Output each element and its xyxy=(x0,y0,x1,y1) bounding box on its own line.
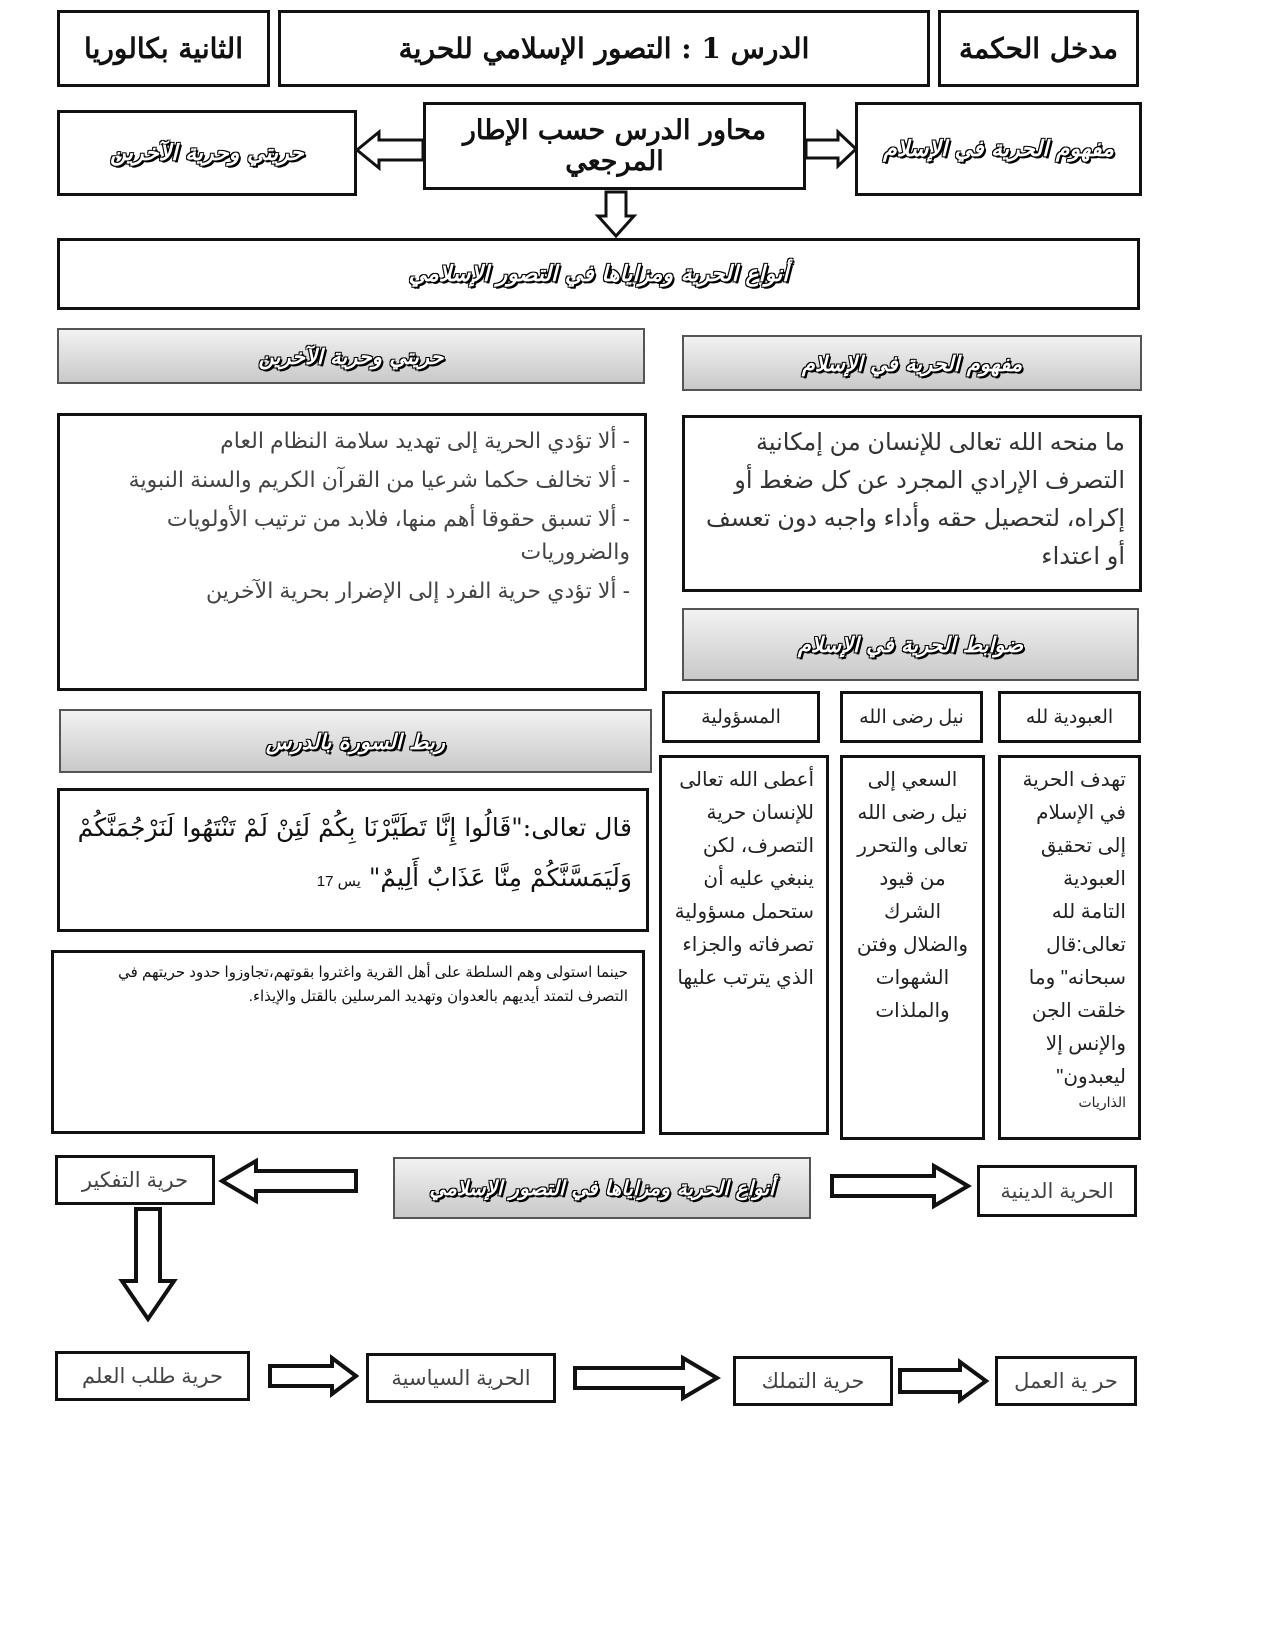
axes-center-box xyxy=(423,102,806,190)
verse-text: قَالُوا إِنَّا تَطَيَّرْنَا بِكُمْ لَئِنْ لَمْ تَنْتَهُوا لَنَرْجُمَنَّكُمْ وَلَيَمَسَّنَّكُمْ مِنَّا عَذَابٌ أَلِيمٌ xyxy=(77,813,632,892)
others-condition-4: - ألا تؤدي حرية الفرد إلى الإضرار بحرية الآخرين xyxy=(206,578,630,603)
lesson-title-box xyxy=(278,10,930,87)
others-header-label: حريتي وحرية الآخرين xyxy=(258,343,444,369)
arrow-left-icon xyxy=(355,130,425,170)
concept-definition-box xyxy=(682,415,1142,592)
verse-close: " xyxy=(368,863,381,892)
concept-header xyxy=(682,335,1142,391)
arrow-down-icon xyxy=(596,190,636,238)
control-source: الذاريات xyxy=(1078,1094,1126,1110)
type-thinking-label: حرية التفكير xyxy=(81,1168,189,1192)
arrow-to-thinking-icon xyxy=(218,1159,358,1203)
type-work xyxy=(995,1356,1137,1406)
axis-concept-box xyxy=(855,102,1142,196)
unit-label: مدخل الحكمة xyxy=(959,32,1119,65)
control-text-pleasure xyxy=(840,755,985,1140)
axis-types-box xyxy=(57,238,1140,310)
type-ownership xyxy=(733,1356,893,1406)
arrow-ownership-work-icon xyxy=(898,1360,990,1402)
control-text-responsibility xyxy=(659,755,829,1135)
verse-reference: يس 17 xyxy=(316,873,361,890)
axis-types-label: أنواع الحرية ومزاياها في التصور الإسلامي xyxy=(408,261,789,287)
control-text-worship-body: تهدف الحرية في الإسلام إلى تحقيق العبودية التامة لله تعالى:قال سبحانه" وما خلقت الجن والإنس إلا ليعبدون" xyxy=(1022,769,1126,1088)
type-ownership-label: حرية التملك xyxy=(761,1369,865,1393)
arrow-down-thinking-icon xyxy=(120,1207,176,1321)
type-knowledge xyxy=(55,1351,250,1401)
control-label-responsibility-text: المسؤولية xyxy=(701,706,781,728)
control-label-worship xyxy=(998,691,1141,743)
concept-definition: ما منحه الله تعالى للإنسان من إمكانية التصرف الإرادي المجرد عن كل ضغط أو إكراه، لتحصيل حقه وأداء واجبه دون تعسف أو اعتداء xyxy=(706,429,1125,570)
control-label-pleasure-text: نيل رضى الله xyxy=(859,706,964,728)
arrow-to-religious-icon xyxy=(830,1164,972,1208)
control-text-pleasure-body: السعي إلى نيل رضى الله تعالى والتحرر من قيود الشرك والضلال وفتن الشهوات والملذات xyxy=(856,769,969,1022)
type-thinking xyxy=(55,1155,215,1205)
arrow-right-icon xyxy=(804,130,858,168)
control-label-worship-text: العبودية لله xyxy=(1025,706,1114,728)
type-political xyxy=(366,1353,556,1403)
control-label-pleasure xyxy=(840,691,983,743)
verse-intro: قال تعالى:" xyxy=(511,813,632,842)
axes-center-label: محاور الدرس حسب الإطار المرجعي xyxy=(462,115,767,177)
surah-header xyxy=(59,709,652,773)
unit-box xyxy=(938,10,1139,87)
explanation-text: حينما استولى وهم السلطة على أهل القرية واغتروا بقوتهم،تجاوزوا حدود حريتهم في التصرف لتمتد أيديهم بالعدوان وتهديد المرسلين بالقتل والإيذاء. xyxy=(118,964,628,1005)
explanation-box xyxy=(51,950,645,1134)
others-header xyxy=(57,328,645,384)
axis-others-label: حريتي وحرية الآخرين xyxy=(110,140,304,166)
axis-others-box xyxy=(57,110,357,196)
type-knowledge-label: حرية طلب العلم xyxy=(82,1364,223,1388)
types-center-box xyxy=(393,1157,811,1219)
control-text-worship xyxy=(998,755,1141,1140)
others-conditions-box xyxy=(57,413,647,691)
type-religious xyxy=(977,1165,1137,1217)
control-label-responsibility xyxy=(662,691,820,743)
others-condition-2: - ألا تخالف حكما شرعيا من القرآن الكريم والسنة النبوية xyxy=(128,467,630,492)
verse-box xyxy=(57,788,649,932)
arrow-political-ownership-icon xyxy=(573,1356,721,1400)
arrow-knowledge-political-icon xyxy=(268,1356,360,1396)
lesson-title: الدرس 1 : التصور الإسلامي للحرية xyxy=(398,32,810,65)
types-center-label: أنواع الحرية ومزاياها في التصور الإسلامي xyxy=(429,1176,775,1200)
concept-header-label: مفهوم الحرية في الإسلام xyxy=(801,350,1023,376)
control-text-responsibility-body: أعطى الله تعالى للإنسان حرية التصرف، لكن ينبغي عليه أن ستحمل مسؤولية تصرفاته والجزاء الذي يترتب عليها xyxy=(674,769,814,989)
others-condition-3: - ألا تسبق حقوقا أهم منها، فلابد من ترتيب الأولويات والضروريات xyxy=(166,506,630,564)
type-religious-label: الحرية الدينية xyxy=(1000,1179,1114,1203)
type-work-label: حر ية العمل xyxy=(1014,1369,1118,1393)
level-label: الثانية بكالوريا xyxy=(84,32,243,65)
surah-header-label: ربط السورة بالدرس xyxy=(266,728,445,754)
controls-header xyxy=(682,608,1139,681)
level-box xyxy=(57,10,270,87)
axis-concept-label: مفهوم الحرية في الإسلام xyxy=(883,136,1114,162)
type-political-label: الحرية السياسية xyxy=(391,1366,531,1390)
others-condition-1: - ألا تؤدي الحرية إلى تهديد سلامة النظام العام xyxy=(220,428,630,453)
controls-header-label: ضوابط الحرية في الإسلام xyxy=(797,632,1024,657)
